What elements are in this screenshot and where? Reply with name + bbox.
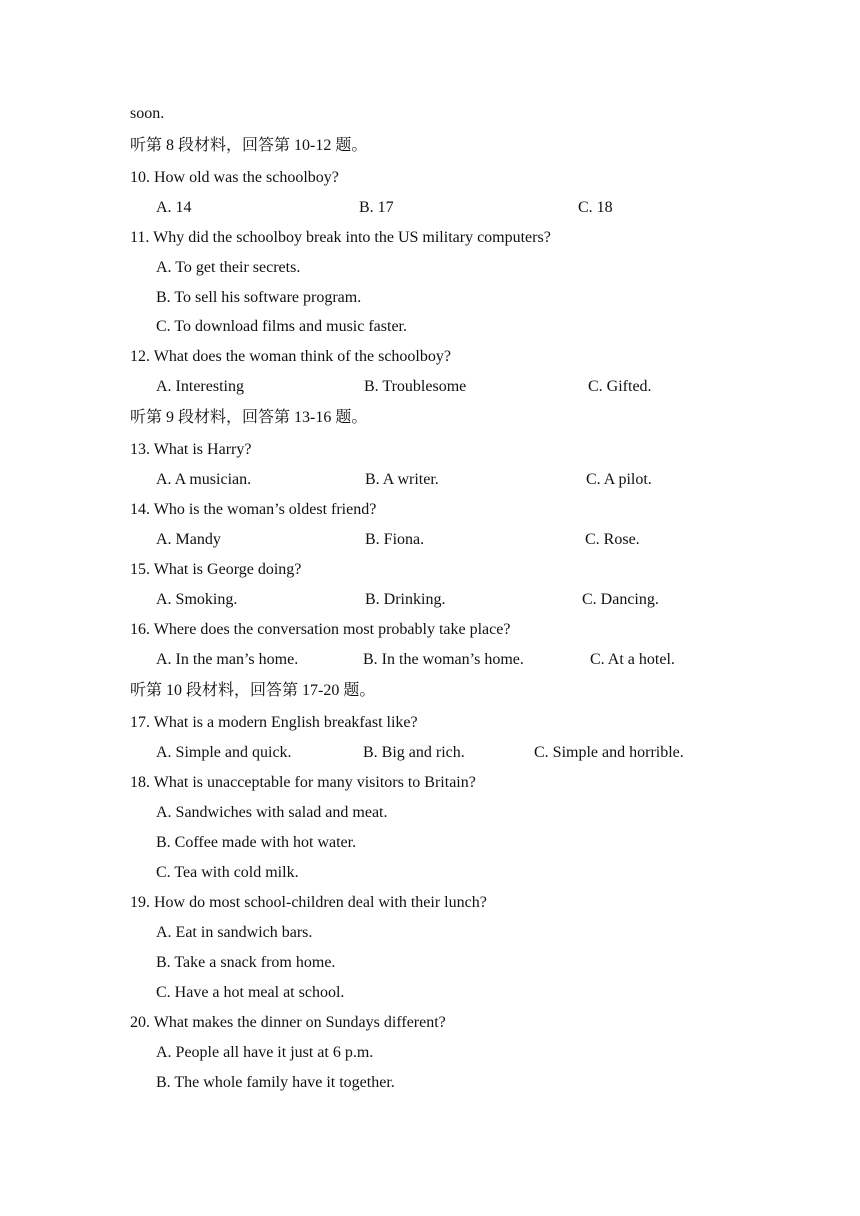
question-15-option-b: B. Drinking. xyxy=(365,591,446,608)
question-13: 13. What is Harry? xyxy=(130,441,252,458)
question-10-option-a: A. 14 xyxy=(156,199,192,216)
question-11: 11. Why did the schoolboy break into the US military computers? xyxy=(130,229,551,246)
question-16-option-c: C. At a hotel. xyxy=(590,651,675,668)
question-19-option-b: B. Take a snack from home. xyxy=(156,954,336,971)
question-18-option-c: C. Tea with cold milk. xyxy=(156,864,299,881)
question-14-option-b: B. Fiona. xyxy=(365,531,425,548)
section-heading-8: 听第 8 段材料，回答第 10-12 题。 xyxy=(130,137,368,154)
question-13-option-b: B. A writer. xyxy=(365,471,439,488)
section-heading-9: 听第 9 段材料，回答第 13-16 题。 xyxy=(130,409,368,426)
question-11-option-a: A. To get their secrets. xyxy=(156,259,301,276)
question-10: 10. How old was the schoolboy? xyxy=(130,169,339,186)
question-14-option-c: C. Rose. xyxy=(585,531,640,548)
question-12-option-a: A. Interesting xyxy=(156,378,244,395)
section-heading-10: 听第 10 段材料，回答第 17-20 题。 xyxy=(130,682,376,699)
question-15-option-c: C. Dancing. xyxy=(582,591,659,608)
question-13-option-a: A. A musician. xyxy=(156,471,252,488)
question-16: 16. Where does the conversation most probably take place? xyxy=(130,621,511,638)
question-17-option-c: C. Simple and horrible. xyxy=(534,744,684,761)
question-12-option-c: C. Gifted. xyxy=(588,378,652,395)
question-19-option-c: C. Have a hot meal at school. xyxy=(156,984,345,1001)
question-17: 17. What is a modern English breakfast like? xyxy=(130,714,418,731)
question-18: 18. What is unacceptable for many visitors to Britain? xyxy=(130,774,476,791)
question-17-option-a: A. Simple and quick. xyxy=(156,744,292,761)
question-13-option-c: C. A pilot. xyxy=(586,471,652,488)
question-18-option-b: B. Coffee made with hot water. xyxy=(156,834,357,851)
question-11-option-b: B. To sell his software program. xyxy=(156,289,362,306)
question-19-option-a: A. Eat in sandwich bars. xyxy=(156,924,313,941)
question-19: 19. How do most school-children deal with their lunch? xyxy=(130,894,487,911)
question-16-option-b: B. In the woman’s home. xyxy=(363,651,524,668)
question-10-option-b: B. 17 xyxy=(359,199,394,216)
question-11-option-c: C. To download films and music faster. xyxy=(156,318,407,335)
question-15: 15. What is George doing? xyxy=(130,561,302,578)
question-17-option-b: B. Big and rich. xyxy=(363,744,465,761)
question-20-option-a: A. People all have it just at 6 p.m. xyxy=(156,1044,374,1061)
question-18-option-a: A. Sandwiches with salad and meat. xyxy=(156,804,388,821)
continuation-text: soon. xyxy=(130,105,165,122)
question-12-option-b: B. Troublesome xyxy=(364,378,467,395)
question-20: 20. What makes the dinner on Sundays different? xyxy=(130,1014,446,1031)
question-14: 14. Who is the woman’s oldest friend? xyxy=(130,501,377,518)
question-12: 12. What does the woman think of the schoolboy? xyxy=(130,348,451,365)
question-20-option-b: B. The whole family have it together. xyxy=(156,1074,395,1091)
question-16-option-a: A. In the man’s home. xyxy=(156,651,299,668)
question-10-option-c: C. 18 xyxy=(578,199,613,216)
question-15-option-a: A. Smoking. xyxy=(156,591,238,608)
question-14-option-a: A. Mandy xyxy=(156,531,221,548)
